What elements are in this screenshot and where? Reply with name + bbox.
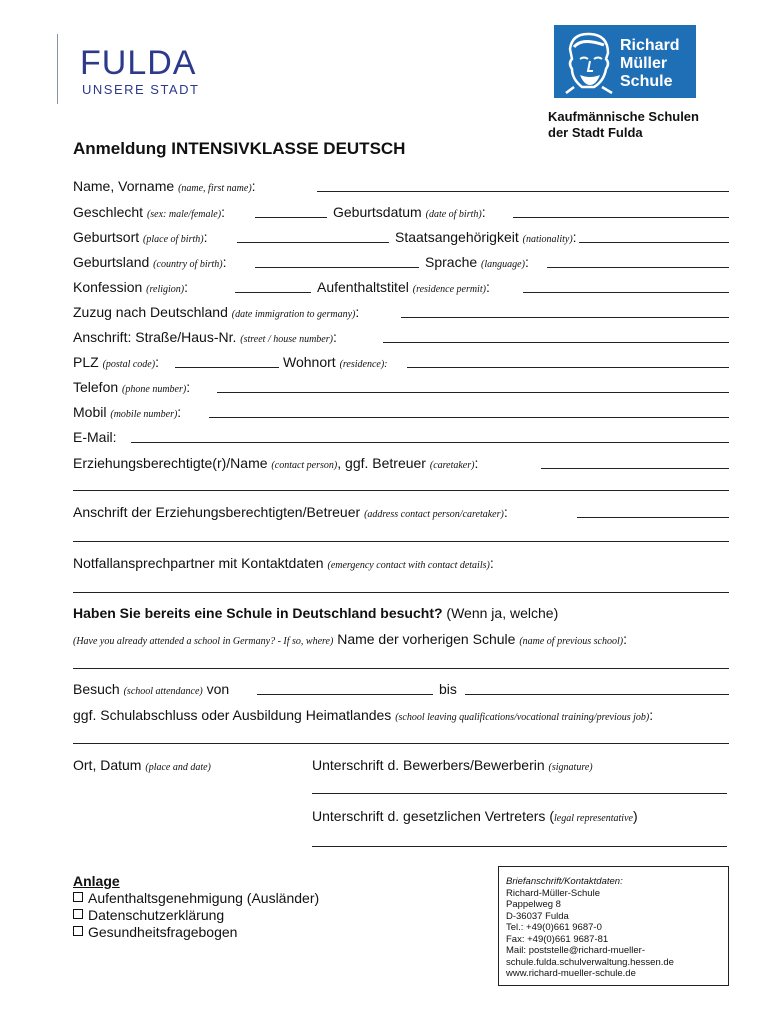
religion-input-line[interactable]: [235, 292, 311, 293]
attendance-to-line[interactable]: [465, 694, 729, 695]
field-religion-permit: Konfession (religion): Aufenthaltstitel (residence permit):: [73, 275, 729, 295]
birthplace-input-line[interactable]: [237, 242, 389, 243]
field-guardian: Erziehungsberechtigte(r)/Name (contact person), ggf. Betreuer (caretaker):: [73, 451, 729, 471]
birthcountry-input-line[interactable]: [255, 267, 419, 268]
attachment-item[interactable]: Aufenthaltsgenehmigung (Ausländer): [73, 890, 319, 907]
field-place-date: Ort, Datum (place and date) Unterschrift d. Bewerbers/Bewerberin (signature): [73, 757, 593, 773]
contact-line: Pappelweg 8: [506, 899, 561, 910]
field-emergency: Notfallansprechpartner mit Kontaktdaten (emergency contact with contact details):: [73, 555, 494, 571]
postal-input-line[interactable]: [175, 367, 279, 368]
field-birthplace-nationality: Geburtsort (place of birth): Staatsangehörigkeit (nationality):: [73, 225, 729, 245]
field-immigration: Zuzug nach Deutschland (date immigration to germany):: [73, 300, 729, 320]
residence-input-line[interactable]: [407, 367, 729, 368]
attendance-from-line[interactable]: [257, 694, 433, 695]
field-guardian-address: Anschrift der Erziehungsberechtigten/Betreuer (address contact person/caretaker):: [73, 500, 729, 520]
attachments-list: [73, 873, 319, 941]
birthdate-input-line[interactable]: [513, 217, 729, 218]
field-attendance: Besuch (school attendance) von bis: [73, 677, 729, 697]
field-phone: Telefon (phone number):: [73, 375, 729, 395]
residence-permit-input-line[interactable]: [523, 292, 729, 293]
field-address: Anschrift: Straße/Haus-Nr. (street / house number):: [73, 325, 729, 345]
school-logo-text: Richard Müller Schule: [620, 37, 680, 90]
checkbox-icon[interactable]: [73, 926, 83, 936]
fulda-logo: FULDA: [80, 44, 197, 82]
fulda-logo-divider: [57, 34, 58, 104]
field-birthcountry-language: Geburtsland (country of birth): Sprache (language):: [73, 250, 729, 270]
attachments-heading: Anlage: [73, 873, 120, 889]
field-postal-residence: PLZ (postal code): Wohnort (residence):: [73, 350, 729, 370]
school-question: Haben Sie bereits eine Schule in Deutschland besucht? (Wenn ja, welche): [73, 605, 559, 621]
previous-school: (Have you already attended a school in Germany? - If so, where) Name der vorherigen Schule (name of previous school):: [73, 631, 627, 647]
email-input-line[interactable]: [131, 442, 729, 443]
language-input-line[interactable]: [547, 267, 729, 268]
portrait-icon: [560, 29, 616, 94]
nationality-input-line[interactable]: [579, 242, 729, 243]
contact-line: D-36037 Fulda: [506, 910, 569, 922]
guardian-extra-line[interactable]: [73, 490, 729, 491]
contact-box: [498, 866, 729, 986]
contact-line: Richard-Müller-Schule: [506, 887, 600, 899]
phone-input-line[interactable]: [217, 392, 729, 393]
contact-line: schule.fulda.schulverwaltung.hessen.de: [506, 956, 674, 968]
mobile-input-line[interactable]: [209, 417, 729, 418]
previous-school-input-line[interactable]: [73, 668, 729, 669]
name-input-line[interactable]: [317, 191, 729, 192]
field-legal-signature: Unterschrift d. gesetzlichen Vertreters (legal representative): [312, 808, 638, 824]
immigration-input-line[interactable]: [401, 317, 729, 318]
page-title: Anmeldung INTENSIVKLASSE DEUTSCH: [73, 139, 406, 158]
contact-link[interactable]: www.richard-mueller-schule.de: [506, 968, 636, 979]
guardian-input-line[interactable]: [541, 468, 729, 469]
guardian-address-input-line[interactable]: [577, 517, 729, 518]
checkbox-icon[interactable]: [73, 892, 83, 902]
field-sex-birthdate: Geschlecht (sex: male/female): Geburtsdatum (date of birth):: [73, 200, 729, 220]
emergency-input-line[interactable]: [73, 592, 729, 593]
guardian-address-extra-line[interactable]: [73, 541, 729, 542]
contact-line: Mail: poststelle@richard-mueller-: [506, 945, 645, 956]
signature-input-line[interactable]: [312, 793, 727, 794]
contact-heading: Briefanschrift/Kontaktdaten:: [506, 876, 623, 887]
attachment-item[interactable]: Datenschutzerklärung: [73, 907, 319, 924]
field-email: E-Mail:: [73, 425, 729, 445]
address-input-line[interactable]: [383, 342, 729, 343]
field-mobile: Mobil (mobile number):: [73, 400, 729, 420]
fulda-logo-subtitle: UNSERE STADT: [82, 82, 200, 97]
legal-signature-input-line[interactable]: [312, 846, 727, 847]
contact-line: Tel.: +49(0)661 9687-0: [506, 922, 602, 933]
school-name: Kaufmännische Schulen der Stadt Fulda: [548, 109, 699, 140]
attachment-item[interactable]: Gesundheitsfragebogen: [73, 924, 319, 941]
sex-input-line[interactable]: [255, 217, 327, 218]
qualification-input-line[interactable]: [73, 743, 729, 744]
checkbox-icon[interactable]: [73, 909, 83, 919]
school-logo: [554, 25, 696, 98]
field-name: Name, Vorname (name, first name):: [73, 174, 729, 194]
field-qualification: ggf. Schulabschluss oder Ausbildung Heimatlandes (school leaving qualifications/vocational training/previous job):: [73, 707, 654, 723]
contact-line: Fax: +49(0)661 9687-81: [506, 933, 609, 945]
